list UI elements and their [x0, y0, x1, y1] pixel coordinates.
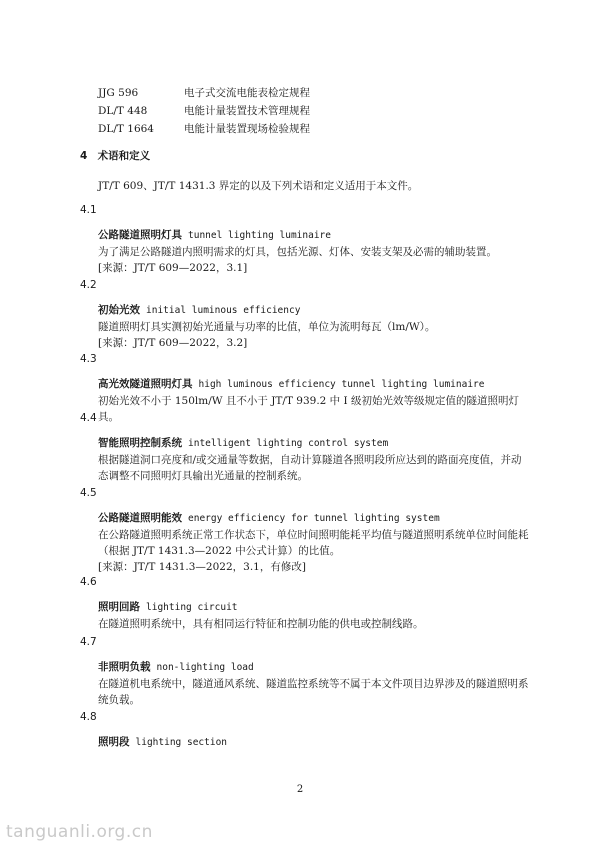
term-name-en: high luminous efficiency tunnel lighting luminaire [198, 379, 485, 390]
term-name-zh: 照明回路 [98, 601, 140, 613]
term-number: 4.5 [80, 487, 97, 499]
term-number: 4.8 [80, 711, 97, 723]
section-heading [80, 148, 150, 163]
term-number: 4.1 [80, 204, 97, 216]
page-number: 2 [296, 784, 304, 795]
term-definition: 为了满足公路隧道内照明需求的灯具，包括光源、灯体、安装支架及必需的辅助装置。 [98, 246, 497, 258]
term-name [98, 599, 238, 614]
term-definition-block [98, 676, 530, 708]
term-number: 4.7 [80, 636, 97, 648]
term-definition-block [98, 616, 518, 632]
term-name-zh: 高光效隧道照明灯具 [98, 378, 193, 390]
term-name-en: initial luminous efficiency [146, 305, 301, 316]
term-number: 4.2 [80, 279, 97, 291]
term-definition: 在隧道机电系统中，隧道通风系统、隧道监控系统等不属于本文件项目边界涉及的隧道照明系统负载。 [98, 678, 529, 706]
term-number: 4.4 [80, 412, 97, 424]
term-definition: 隧道照明灯具实测初始光通量与功率的比值，单位为流明每瓦（lm/W）。 [98, 321, 436, 333]
term-definition-block [98, 244, 518, 276]
term-name-zh: 非照明负载 [98, 661, 151, 673]
term-name [98, 376, 484, 391]
reference-code: DL/T 448 [98, 105, 148, 117]
term-name [98, 734, 227, 749]
term-definition-block [98, 393, 538, 425]
term-name [98, 435, 388, 450]
reference-title: 电能计量装置技术管理规程 [184, 105, 310, 117]
term-name-en: tunnel lighting luminaire [188, 230, 331, 241]
term-number: 4.3 [80, 353, 97, 365]
term-definition-block [98, 319, 518, 351]
normative-references-list [98, 84, 310, 138]
term-number: 4.6 [80, 576, 97, 588]
term-name [98, 510, 440, 525]
term-name-zh: 初始光效 [98, 304, 140, 316]
term-name-en: lighting section [135, 737, 228, 748]
term-definition-block [98, 452, 530, 484]
term-name-en: intelligent lighting control system [188, 438, 389, 449]
term-definition-block [98, 527, 530, 575]
term-name-zh: 公路隧道照明能效 [98, 512, 182, 524]
term-name-en: energy efficiency for tunnel lighting system [188, 513, 440, 524]
term-source: [来源：JT/T 609—2022，3.1] [98, 262, 248, 274]
term-definition: 在隧道照明系统中，具有相同运行特征和控制功能的供电或控制线路。 [98, 618, 424, 630]
term-definition: 根据隧道洞口亮度和/或交通量等数据，自动计算隧道各照明段所应达到的路面亮度值，并动态调整不同照明灯具输出光通量的控制系统。 [98, 454, 522, 482]
reference-code: JJG 596 [98, 87, 139, 99]
term-name-en: non-lighting load [156, 662, 254, 673]
term-name [98, 227, 331, 242]
reference-item [98, 102, 310, 120]
section-number: 4 [80, 150, 88, 162]
reference-code: DL/T 1664 [98, 123, 154, 135]
reference-title: 电能计量装置现场检验规程 [184, 123, 310, 135]
term-name-zh: 照明段 [98, 736, 130, 748]
term-definition: 在公路隧道照明系统正常工作状态下，单位时间照明能耗平均值与隧道照明系统单位时间能耗（根据 JT/T 1431.3—2022 中公式计算）的比值。 [98, 529, 529, 557]
term-name-en: lighting circuit [146, 602, 238, 613]
watermark-text: tanguanli.org.cn [6, 822, 153, 842]
term-source: [来源：JT/T 609—2022，3.2] [98, 337, 248, 349]
term-source: [来源：JT/T 1431.3—2022，3.1，有修改] [98, 561, 306, 573]
reference-item [98, 120, 310, 138]
term-name [98, 302, 300, 317]
term-definition: 初始光效不小于 150lm/W 且不小于 JT/T 939.2 中 I 级初始光效等级规定值的隧道照明灯具。 [98, 395, 520, 423]
section-intro: JT/T 609、JT/T 1431.3 界定的以及下列术语和定义适用于本文件。 [98, 180, 419, 192]
reference-title: 电子式交流电能表检定规程 [184, 87, 310, 99]
reference-item [98, 84, 310, 102]
term-name-zh: 公路隧道照明灯具 [98, 229, 182, 241]
term-name [98, 659, 254, 674]
term-name-zh: 智能照明控制系统 [98, 437, 182, 449]
section-title: 术语和定义 [97, 150, 151, 162]
